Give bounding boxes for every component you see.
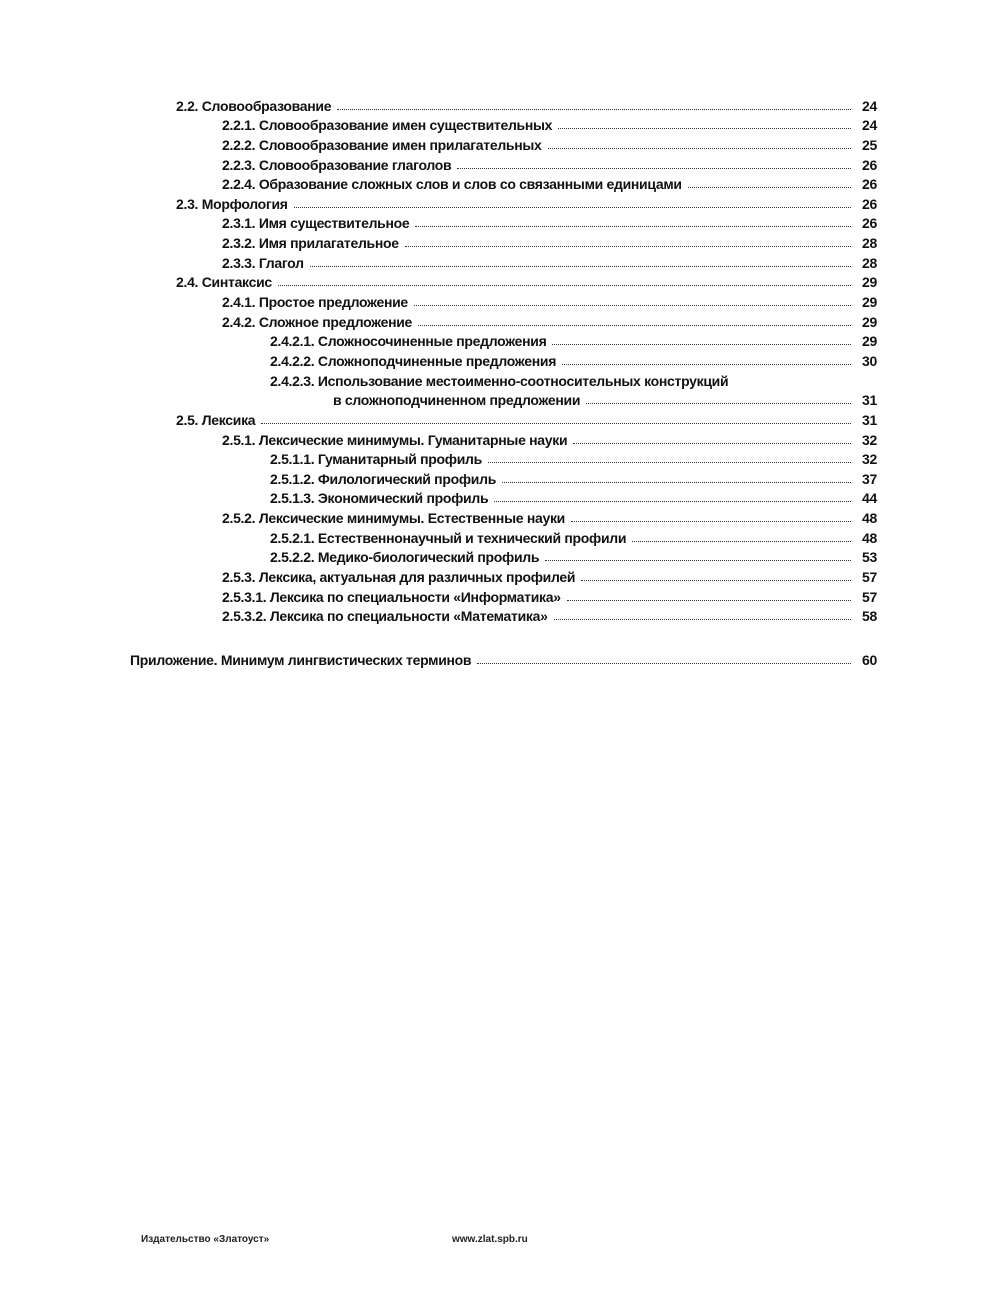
toc-entry-page: 58 <box>862 608 877 625</box>
toc-entry-title: 2.5.2.2. Медико-биологический профиль <box>270 549 545 565</box>
toc-entry-title: 2.5.1.3. Экономический профиль <box>270 490 494 506</box>
dot-leader <box>294 206 851 208</box>
dot-leader <box>488 461 851 463</box>
toc-entry-page: 28 <box>862 254 877 271</box>
toc-entry-title: 2.4. Синтаксис <box>176 274 278 290</box>
toc-entry-page: 57 <box>862 569 877 586</box>
dot-leader <box>414 304 851 306</box>
toc-entry-title: 2.3.2. Имя прилагательное <box>222 235 405 251</box>
toc-entry-title: 2.4.2. Сложное предложение <box>222 314 418 330</box>
toc-entry[interactable] <box>0 231 877 251</box>
dot-leader <box>457 167 851 169</box>
toc-entry-page: 31 <box>862 411 877 428</box>
toc-entry-page: 26 <box>862 156 877 173</box>
dot-leader <box>405 245 851 247</box>
toc-entry-title: 2.2.3. Словообразование глаголов <box>222 157 457 173</box>
toc-entry-title: 2.4.2.3. Использование местоименно-соотносительных конструкций <box>270 373 734 389</box>
toc-entry[interactable] <box>0 506 877 526</box>
toc-entry[interactable] <box>0 94 877 114</box>
dot-leader <box>554 618 851 620</box>
toc-entry-title: 2.2. Словообразование <box>176 98 337 114</box>
toc-entry-title: 2.5.3.2. Лексика по специальности «Математика» <box>222 608 554 624</box>
toc-entry[interactable] <box>0 467 877 487</box>
toc-entry-page: 53 <box>862 549 877 566</box>
dot-leader <box>552 343 851 345</box>
toc-entry[interactable] <box>0 565 877 585</box>
dot-leader <box>477 662 851 664</box>
toc-entry-title: 2.4.2.2. Сложноподчиненные предложения <box>270 353 562 369</box>
toc-entry[interactable] <box>0 349 877 369</box>
toc-entry-title: 2.3. Морфология <box>176 196 294 212</box>
toc-entry-page: 26 <box>862 215 877 232</box>
dot-leader <box>571 520 851 522</box>
dot-leader <box>418 324 851 326</box>
toc-entry-title: 2.3.1. Имя существительное <box>222 215 415 231</box>
toc-entry-page: 28 <box>862 235 877 252</box>
toc-entry[interactable] <box>0 389 877 409</box>
dot-leader <box>545 559 851 561</box>
dot-leader <box>415 225 851 227</box>
toc-entry-title: 2.2.1. Словообразование имен существительных <box>222 117 558 133</box>
toc-entry-page: 29 <box>862 313 877 330</box>
dot-leader <box>558 127 851 129</box>
dot-leader <box>494 500 851 502</box>
dot-leader <box>548 147 851 149</box>
toc-entry-page: 32 <box>862 431 877 448</box>
toc-entry-page: 57 <box>862 588 877 605</box>
dot-leader <box>502 481 851 483</box>
dot-leader <box>581 579 851 581</box>
toc-entry-title: 2.4.1. Простое предложение <box>222 294 414 310</box>
toc-entry[interactable] <box>0 271 877 291</box>
dot-leader <box>310 265 851 267</box>
toc-entry[interactable] <box>0 648 877 668</box>
toc-entry-page: 31 <box>862 392 877 409</box>
toc-entry-page: 37 <box>862 470 877 487</box>
toc-entry-page: 48 <box>862 510 877 527</box>
toc-entry-title: Приложение. Минимум лингвистических терминов <box>130 652 477 668</box>
toc-entry[interactable] <box>0 114 877 134</box>
toc-entry-page: 29 <box>862 294 877 311</box>
toc-entry-title: 2.5.2.1. Естественнонаучный и технический профили <box>270 530 632 546</box>
dot-leader <box>562 363 851 365</box>
toc-entry-page: 30 <box>862 352 877 369</box>
dot-leader <box>688 186 851 188</box>
dot-leader <box>337 108 851 110</box>
toc-entry[interactable] <box>0 487 877 507</box>
dot-leader <box>278 284 851 286</box>
toc-entry-page: 26 <box>862 195 877 212</box>
toc-entry-title: 2.5.2. Лексические минимумы. Естественные науки <box>222 510 571 526</box>
toc-entry[interactable] <box>0 408 877 428</box>
toc-entry-title: в сложноподчиненном предложении <box>333 392 586 408</box>
toc-entry-page: 26 <box>862 176 877 193</box>
table-of-contents <box>0 94 1000 668</box>
toc-entry-title: 2.4.2.1. Сложносочиненные предложения <box>270 333 552 349</box>
toc-entry-page: 48 <box>862 529 877 546</box>
toc-entry-page: 60 <box>862 651 877 668</box>
dot-leader <box>586 402 851 404</box>
toc-entry[interactable] <box>0 605 877 625</box>
dot-leader <box>261 422 851 424</box>
toc-entry[interactable] <box>0 173 877 193</box>
dot-leader <box>573 442 851 444</box>
footer-website[interactable]: www.zlat.spb.ru <box>452 1234 528 1245</box>
toc-entry-title: 2.2.4. Образование сложных слов и слов со связанными единицами <box>222 176 688 192</box>
toc-entry[interactable] <box>0 546 877 566</box>
toc-entry[interactable] <box>0 133 877 153</box>
toc-entry-title: 2.5.1.1. Гуманитарный профиль <box>270 451 488 467</box>
toc-entry[interactable] <box>0 585 877 605</box>
toc-entry[interactable] <box>0 428 877 448</box>
toc-entry-page: 32 <box>862 451 877 468</box>
toc-entry-title: 2.5.1. Лексические минимумы. Гуманитарные науки <box>222 432 573 448</box>
toc-entry[interactable] <box>0 192 877 212</box>
toc-entry-page: 25 <box>862 136 877 153</box>
toc-entry-page: 24 <box>862 117 877 134</box>
toc-entry-page: 24 <box>862 97 877 114</box>
toc-entry-page: 44 <box>862 490 877 507</box>
dot-leader <box>567 599 851 601</box>
toc-entry[interactable] <box>0 448 877 468</box>
toc-entry[interactable] <box>0 369 877 389</box>
toc-entry[interactable] <box>0 153 877 173</box>
toc-entry-title: 2.5. Лексика <box>176 412 261 428</box>
toc-entry-title: 2.2.2. Словообразование имен прилагательных <box>222 137 548 153</box>
toc-entry[interactable] <box>0 310 877 330</box>
toc-entry-page: 29 <box>862 274 877 291</box>
toc-entry[interactable] <box>0 290 877 310</box>
toc-entry-page: 29 <box>862 333 877 350</box>
toc-entry[interactable] <box>0 330 877 350</box>
footer-publisher: Издательство «Златоуст» <box>141 1234 270 1245</box>
toc-entry[interactable] <box>0 212 877 232</box>
toc-entry-title: 2.3.3. Глагол <box>222 255 310 271</box>
toc-entry-title: 2.5.3. Лексика, актуальная для различных профилей <box>222 569 581 585</box>
toc-entry[interactable] <box>0 251 877 271</box>
toc-entry-title: 2.5.3.1. Лексика по специальности «Информатика» <box>222 589 567 605</box>
toc-entry-title: 2.5.1.2. Филологический профиль <box>270 471 502 487</box>
toc-entry[interactable] <box>0 526 877 546</box>
dot-leader <box>632 540 851 542</box>
